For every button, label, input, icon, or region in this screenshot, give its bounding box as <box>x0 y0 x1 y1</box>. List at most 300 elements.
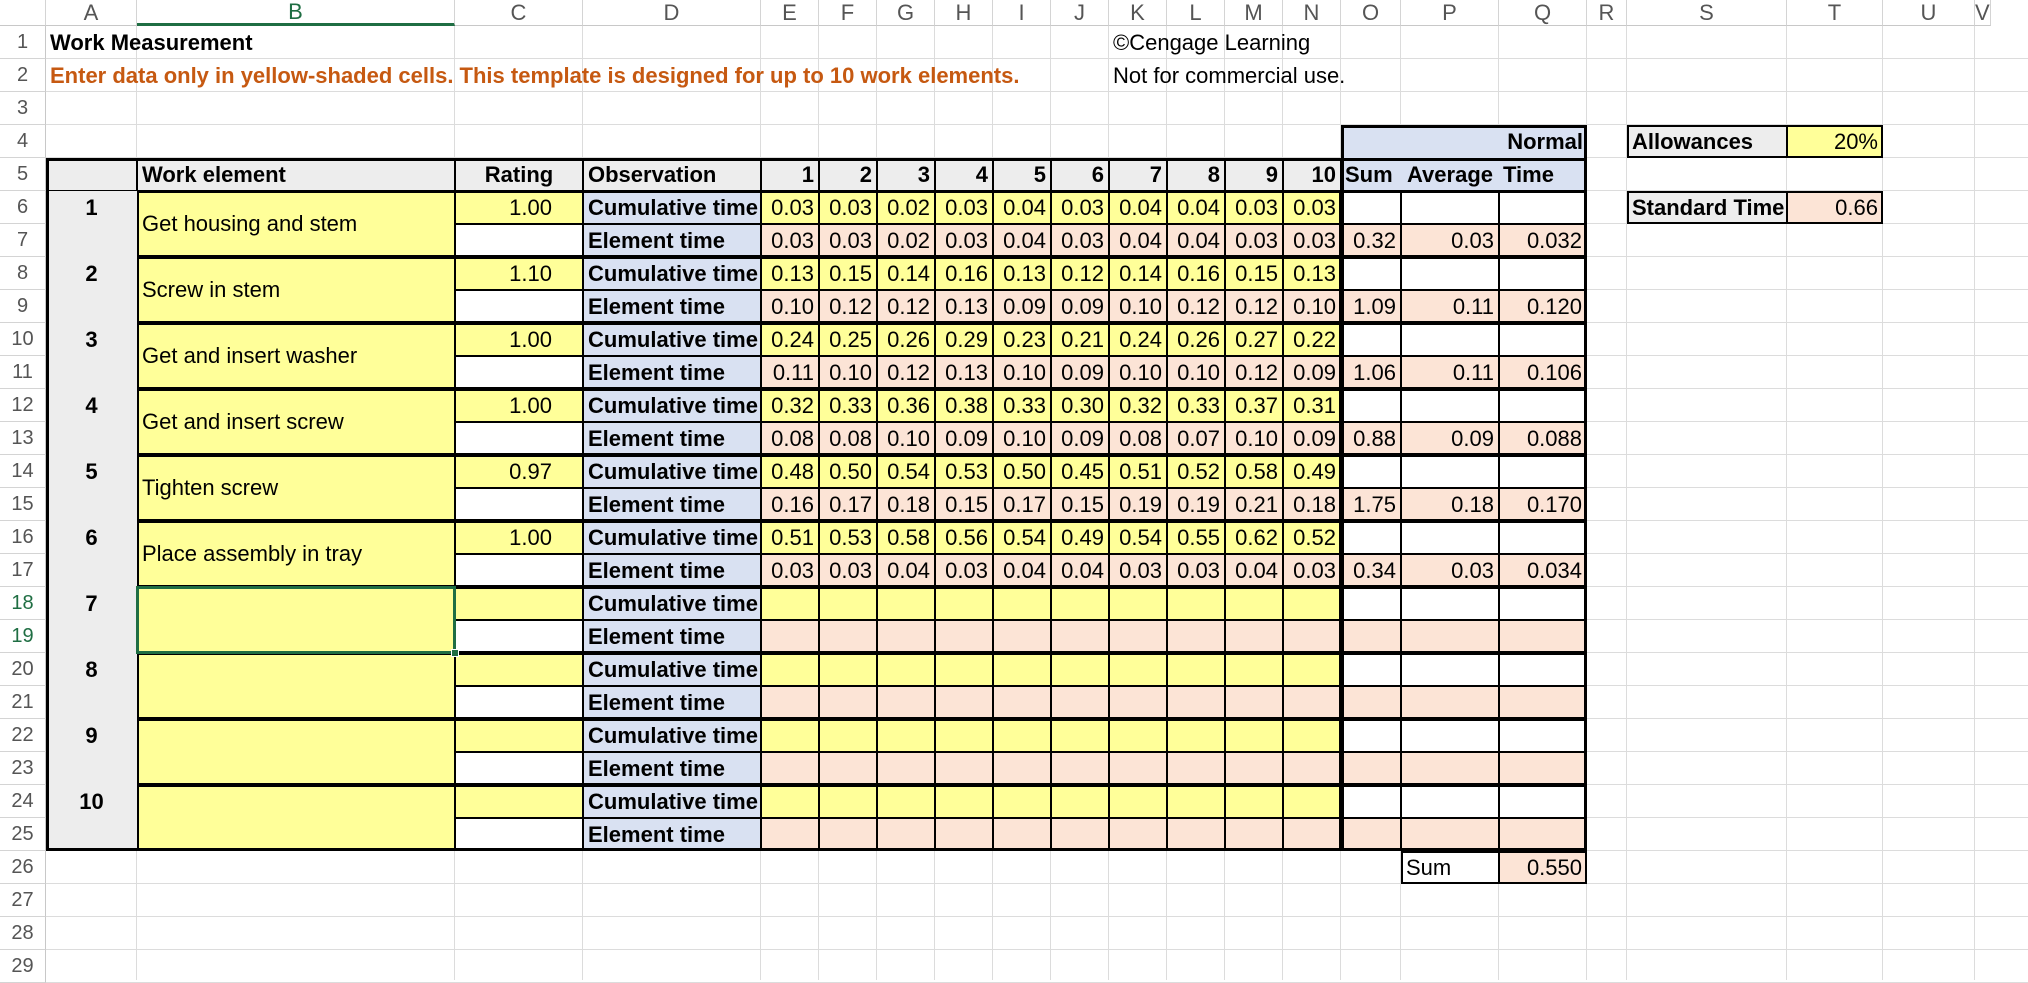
sum-blank <box>1341 389 1401 422</box>
cumulative-time-cell[interactable]: 0.13 <box>1283 257 1341 290</box>
cumulative-time-cell[interactable] <box>1283 785 1341 818</box>
element-time-cell <box>935 818 993 851</box>
element-time-cell: 0.04 <box>877 554 935 587</box>
cumulative-time-cell[interactable]: 0.51 <box>1109 455 1167 488</box>
column-header-r[interactable]: R <box>1587 0 1627 26</box>
rating-input[interactable] <box>455 785 583 818</box>
cumulative-time-cell[interactable]: 0.03 <box>1225 191 1283 224</box>
element-time-cell: 0.09 <box>1051 422 1109 455</box>
column-header-m[interactable]: M <box>1225 0 1283 26</box>
cumulative-time-cell[interactable]: 0.53 <box>819 521 877 554</box>
element-time-cell <box>993 818 1051 851</box>
element-normal-time <box>1499 752 1587 785</box>
element-average <box>1401 752 1499 785</box>
work-element-name[interactable] <box>137 785 455 851</box>
column-header-b[interactable]: B <box>137 0 455 26</box>
rating-blank <box>455 620 583 653</box>
thick-border <box>1627 125 1629 158</box>
column-header-h[interactable]: H <box>935 0 993 26</box>
thick-border <box>137 455 1341 457</box>
element-sum: 1.09 <box>1341 290 1401 323</box>
element-sum <box>1341 620 1401 653</box>
element-normal-time: 0.120 <box>1499 290 1587 323</box>
thick-border <box>1341 653 1587 655</box>
element-average: 0.11 <box>1401 356 1499 389</box>
rating-input[interactable]: 1.00 <box>455 521 583 554</box>
header-normal: Normal <box>1507 128 1583 154</box>
work-element-name[interactable]: Get housing and stem <box>137 191 455 257</box>
total-normal-time: 0.550 <box>1499 851 1587 884</box>
cumulative-time-cell[interactable] <box>1167 719 1225 752</box>
row-header-8[interactable]: 8 <box>0 257 46 290</box>
element-time-cell <box>761 620 819 653</box>
thick-border <box>137 455 139 521</box>
rating-input[interactable]: 1.00 <box>455 191 583 224</box>
cumulative-time-cell[interactable]: 0.30 <box>1051 389 1109 422</box>
cumulative-time-cell[interactable]: 0.36 <box>877 389 935 422</box>
column-header-o[interactable]: O <box>1341 0 1401 26</box>
sum-blank <box>1341 191 1401 224</box>
row-header-22[interactable]: 22 <box>0 719 46 752</box>
grid-line <box>0 949 2028 950</box>
cumulative-time-cell[interactable]: 0.02 <box>877 191 935 224</box>
avg-blank <box>1401 257 1499 290</box>
thick-border <box>137 389 1341 391</box>
cumulative-time-cell[interactable]: 0.50 <box>819 455 877 488</box>
cumulative-time-cell[interactable]: 0.33 <box>819 389 877 422</box>
element-time-cell: 0.12 <box>1167 290 1225 323</box>
element-number: 7 <box>46 587 137 653</box>
element-average <box>1401 686 1499 719</box>
element-time-cell <box>877 752 935 785</box>
cumulative-time-cell[interactable]: 0.15 <box>819 257 877 290</box>
cumulative-time-cell[interactable] <box>1167 653 1225 686</box>
row-header-24[interactable]: 24 <box>0 785 46 818</box>
element-time-label: Element time <box>583 422 761 455</box>
row-header-2[interactable]: 2 <box>0 59 46 92</box>
cumulative-time-label: Cumulative time <box>583 389 761 422</box>
rating-input[interactable]: 1.00 <box>455 323 583 356</box>
allowances-input[interactable]: 20% <box>1787 125 1883 158</box>
thick-border <box>1585 521 1587 587</box>
header-obs-2: 2 <box>819 158 877 191</box>
element-number: 2 <box>46 257 137 323</box>
element-average: 0.09 <box>1401 422 1499 455</box>
rating-input[interactable] <box>455 587 583 620</box>
cumulative-time-cell[interactable] <box>761 653 819 686</box>
selected-cell-outline <box>136 586 456 654</box>
cumulative-time-cell[interactable] <box>877 653 935 686</box>
header-work-element: Work element <box>137 158 455 191</box>
element-time-cell: 0.09 <box>993 290 1051 323</box>
cumulative-time-cell[interactable]: 0.62 <box>1225 521 1283 554</box>
work-element-name[interactable]: Get and insert screw <box>137 389 455 455</box>
thick-border <box>1627 191 1629 224</box>
column-header-e[interactable]: E <box>761 0 819 26</box>
element-time-cell <box>993 752 1051 785</box>
thick-border <box>1341 191 1343 257</box>
element-average: 0.18 <box>1401 488 1499 521</box>
grid-line <box>1974 0 1975 980</box>
cumulative-time-cell[interactable]: 0.50 <box>993 455 1051 488</box>
thick-border <box>1585 587 1587 653</box>
thick-border <box>1341 389 1343 455</box>
cumulative-time-cell[interactable] <box>761 719 819 752</box>
thick-border <box>137 257 139 323</box>
cumulative-time-cell[interactable]: 0.23 <box>993 323 1051 356</box>
column-header-d[interactable]: D <box>583 0 761 26</box>
element-time-cell <box>761 686 819 719</box>
cumulative-time-cell[interactable] <box>1051 653 1109 686</box>
cumulative-time-cell[interactable]: 0.14 <box>1109 257 1167 290</box>
row-header-20[interactable]: 20 <box>0 653 46 686</box>
element-time-cell: 0.10 <box>993 356 1051 389</box>
cumulative-time-cell[interactable]: 0.16 <box>935 257 993 290</box>
row-header-9[interactable]: 9 <box>0 290 46 323</box>
cumulative-time-cell[interactable]: 0.52 <box>1167 455 1225 488</box>
work-element-name[interactable]: Get and insert washer <box>137 323 455 389</box>
element-number: 5 <box>46 455 137 521</box>
element-time-cell <box>1109 620 1167 653</box>
cumulative-time-cell[interactable] <box>819 785 877 818</box>
row-header-21[interactable]: 21 <box>0 686 46 719</box>
row-header-4[interactable]: 4 <box>0 125 46 158</box>
cumulative-time-cell[interactable] <box>1225 719 1283 752</box>
cumulative-time-cell[interactable] <box>935 785 993 818</box>
cumulative-time-cell[interactable]: 0.49 <box>1051 521 1109 554</box>
cumulative-time-cell[interactable]: 0.54 <box>993 521 1051 554</box>
cumulative-time-cell[interactable]: 0.13 <box>993 257 1051 290</box>
cumulative-time-cell[interactable] <box>993 785 1051 818</box>
element-time-cell <box>877 620 935 653</box>
thick-border <box>1341 521 1343 587</box>
thick-border <box>1585 653 1587 719</box>
element-time-cell <box>1167 686 1225 719</box>
cumulative-time-label: Cumulative time <box>583 323 761 356</box>
element-time-cell: 0.10 <box>761 290 819 323</box>
rating-input[interactable]: 0.97 <box>455 455 583 488</box>
cumulative-time-cell[interactable] <box>1167 785 1225 818</box>
column-header-n[interactable]: N <box>1283 0 1341 26</box>
cumulative-time-cell[interactable]: 0.03 <box>935 191 993 224</box>
cumulative-time-cell[interactable] <box>1109 785 1167 818</box>
element-time-cell: 0.04 <box>993 224 1051 257</box>
column-header-a[interactable]: A <box>46 0 137 26</box>
row-header-6[interactable]: 6 <box>0 191 46 224</box>
cumulative-time-cell[interactable]: 0.58 <box>877 521 935 554</box>
cumulative-time-cell[interactable] <box>819 719 877 752</box>
cumulative-time-cell[interactable] <box>761 785 819 818</box>
cumulative-time-cell[interactable]: 0.12 <box>1051 257 1109 290</box>
element-time-cell: 0.09 <box>1051 356 1109 389</box>
cumulative-time-cell[interactable]: 0.22 <box>1283 323 1341 356</box>
column-header-v[interactable]: V <box>1975 0 1990 25</box>
row-header-1[interactable]: 1 <box>0 26 46 59</box>
select-all-corner[interactable] <box>0 0 46 26</box>
header-obs-8: 8 <box>1167 158 1225 191</box>
standard-time-value: 0.66 <box>1787 191 1883 224</box>
element-time-cell: 0.03 <box>761 554 819 587</box>
fill-handle[interactable] <box>451 649 459 657</box>
element-time-cell: 0.03 <box>1167 554 1225 587</box>
cumulative-time-cell[interactable]: 0.33 <box>993 389 1051 422</box>
header-obs-5: 5 <box>993 158 1051 191</box>
header-obs-10: 10 <box>1283 158 1341 191</box>
cumulative-time-cell[interactable]: 0.03 <box>819 191 877 224</box>
thick-border <box>137 653 139 719</box>
cumulative-time-cell[interactable]: 0.03 <box>1283 191 1341 224</box>
cumulative-time-cell[interactable]: 0.56 <box>935 521 993 554</box>
column-header-j[interactable]: J <box>1051 0 1109 26</box>
rating-input[interactable]: 1.10 <box>455 257 583 290</box>
row-header-5[interactable]: 5 <box>0 158 46 191</box>
element-time-cell: 0.04 <box>1109 224 1167 257</box>
cumulative-time-cell[interactable] <box>761 587 819 620</box>
avg-blank <box>1401 455 1499 488</box>
cumulative-time-cell[interactable]: 0.33 <box>1167 389 1225 422</box>
header-obs-1: 1 <box>761 158 819 191</box>
cumulative-time-cell[interactable]: 0.21 <box>1051 323 1109 356</box>
thick-border <box>1341 785 1587 787</box>
avg-blank <box>1401 521 1499 554</box>
element-time-cell: 0.18 <box>1283 488 1341 521</box>
row-header-19[interactable]: 19 <box>0 620 46 653</box>
element-number: 4 <box>46 389 137 455</box>
element-time-cell: 0.11 <box>761 356 819 389</box>
row-header-26[interactable]: 26 <box>0 851 46 884</box>
row-header-14[interactable]: 14 <box>0 455 46 488</box>
sum-blank <box>1341 455 1401 488</box>
cumulative-time-cell[interactable] <box>819 587 877 620</box>
row-header-10[interactable]: 10 <box>0 323 46 356</box>
rating-input[interactable] <box>455 653 583 686</box>
cumulative-time-cell[interactable]: 0.04 <box>993 191 1051 224</box>
cumulative-time-cell[interactable]: 0.58 <box>1225 455 1283 488</box>
row-header-7[interactable]: 7 <box>0 224 46 257</box>
element-time-cell: 0.10 <box>819 356 877 389</box>
element-time-label: Element time <box>583 356 761 389</box>
cumulative-time-cell[interactable] <box>993 587 1051 620</box>
cumulative-time-cell[interactable]: 0.51 <box>761 521 819 554</box>
cumulative-time-label: Cumulative time <box>583 653 761 686</box>
column-header-k[interactable]: K <box>1109 0 1167 26</box>
cumulative-time-cell[interactable]: 0.54 <box>1109 521 1167 554</box>
element-normal-time: 0.088 <box>1499 422 1587 455</box>
thick-border <box>1341 323 1343 389</box>
row-header-29[interactable]: 29 <box>0 950 46 983</box>
column-header-i[interactable]: I <box>993 0 1051 26</box>
cumulative-time-cell[interactable] <box>1109 719 1167 752</box>
element-sum: 0.32 <box>1341 224 1401 257</box>
cumulative-time-cell[interactable]: 0.24 <box>1109 323 1167 356</box>
normal-blank <box>1499 455 1587 488</box>
element-time-cell: 0.02 <box>877 224 935 257</box>
cumulative-time-cell[interactable] <box>1225 653 1283 686</box>
column-header-f[interactable]: F <box>819 0 877 26</box>
cumulative-time-cell[interactable]: 0.04 <box>1167 191 1225 224</box>
element-time-cell: 0.03 <box>1051 224 1109 257</box>
cumulative-time-label: Cumulative time <box>583 719 761 752</box>
cumulative-time-cell[interactable]: 0.53 <box>935 455 993 488</box>
normal-blank <box>1499 389 1587 422</box>
cumulative-time-cell[interactable] <box>935 653 993 686</box>
element-time-cell <box>1051 752 1109 785</box>
row-header-11[interactable]: 11 <box>0 356 46 389</box>
thick-border <box>1341 653 1343 719</box>
element-time-cell: 0.03 <box>761 224 819 257</box>
element-time-cell <box>819 818 877 851</box>
element-time-cell <box>1167 620 1225 653</box>
row-header-13[interactable]: 13 <box>0 422 46 455</box>
column-header-p[interactable]: P <box>1401 0 1499 26</box>
row-header-28[interactable]: 28 <box>0 917 46 950</box>
cumulative-time-cell[interactable] <box>1283 719 1341 752</box>
element-time-cell: 0.19 <box>1167 488 1225 521</box>
header-obs-7: 7 <box>1109 158 1167 191</box>
rating-input[interactable]: 1.00 <box>455 389 583 422</box>
thick-border <box>1585 455 1587 521</box>
thick-border <box>1341 521 1587 523</box>
thick-border <box>1341 389 1587 391</box>
column-header-c[interactable]: C <box>455 0 583 26</box>
row-header-17[interactable]: 17 <box>0 554 46 587</box>
work-element-name[interactable] <box>137 719 455 785</box>
cumulative-time-cell[interactable]: 0.32 <box>761 389 819 422</box>
normal-blank <box>1499 323 1587 356</box>
thick-border <box>137 521 1341 523</box>
thick-border <box>1341 257 1343 323</box>
thick-border <box>1585 851 1587 884</box>
thick-border <box>1341 455 1587 457</box>
cumulative-time-cell[interactable] <box>1283 653 1341 686</box>
avg-blank <box>1401 587 1499 620</box>
avg-blank <box>1401 785 1499 818</box>
work-element-name[interactable] <box>137 653 455 719</box>
column-header-s[interactable]: S <box>1627 0 1787 26</box>
cumulative-time-cell[interactable] <box>877 785 935 818</box>
work-element-name[interactable]: Place assembly in tray <box>137 521 455 587</box>
cumulative-time-cell[interactable]: 0.29 <box>935 323 993 356</box>
column-header-l[interactable]: L <box>1167 0 1225 26</box>
column-header-q[interactable]: Q <box>1499 0 1587 26</box>
column-header-g[interactable]: G <box>877 0 935 26</box>
row-header-25[interactable]: 25 <box>0 818 46 851</box>
cumulative-time-cell[interactable]: 0.04 <box>1109 191 1167 224</box>
cumulative-time-cell[interactable]: 0.38 <box>935 389 993 422</box>
thick-border <box>137 521 139 587</box>
element-time-cell <box>1225 818 1283 851</box>
cumulative-time-cell[interactable]: 0.03 <box>1051 191 1109 224</box>
cumulative-time-cell[interactable]: 0.16 <box>1167 257 1225 290</box>
element-time-label: Element time <box>583 488 761 521</box>
element-time-cell: 0.04 <box>1051 554 1109 587</box>
cumulative-time-cell[interactable] <box>1051 785 1109 818</box>
cumulative-time-cell[interactable]: 0.24 <box>761 323 819 356</box>
cumulative-time-cell[interactable]: 0.13 <box>761 257 819 290</box>
cumulative-time-cell[interactable]: 0.03 <box>761 191 819 224</box>
element-time-cell: 0.21 <box>1225 488 1283 521</box>
row-header-3[interactable]: 3 <box>0 92 46 125</box>
cumulative-time-cell[interactable] <box>1109 653 1167 686</box>
cumulative-time-cell[interactable]: 0.45 <box>1051 455 1109 488</box>
cumulative-time-cell[interactable]: 0.52 <box>1283 521 1341 554</box>
cumulative-time-cell[interactable] <box>993 719 1051 752</box>
sum-blank <box>1341 521 1401 554</box>
avg-blank <box>1401 719 1499 752</box>
element-time-cell <box>877 818 935 851</box>
avg-blank <box>1401 389 1499 422</box>
cumulative-time-cell[interactable]: 0.27 <box>1225 323 1283 356</box>
element-average: 0.03 <box>1401 224 1499 257</box>
column-header-t[interactable]: T <box>1787 0 1883 26</box>
cumulative-time-cell[interactable] <box>1225 785 1283 818</box>
cumulative-time-cell[interactable] <box>1225 587 1283 620</box>
cumulative-time-cell[interactable] <box>1051 719 1109 752</box>
element-time-cell <box>877 686 935 719</box>
cumulative-time-cell[interactable]: 0.55 <box>1167 521 1225 554</box>
element-sum: 1.75 <box>1341 488 1401 521</box>
element-time-cell: 0.08 <box>761 422 819 455</box>
element-time-cell: 0.10 <box>993 422 1051 455</box>
work-element-name[interactable]: Screw in stem <box>137 257 455 323</box>
cumulative-time-cell[interactable]: 0.48 <box>761 455 819 488</box>
work-element-name[interactable]: Tighten screw <box>137 455 455 521</box>
cumulative-time-cell[interactable] <box>993 653 1051 686</box>
cumulative-time-cell[interactable] <box>877 719 935 752</box>
element-number: 3 <box>46 323 137 389</box>
cumulative-time-cell[interactable] <box>819 653 877 686</box>
row-header-12[interactable]: 12 <box>0 389 46 422</box>
cumulative-time-cell[interactable]: 0.54 <box>877 455 935 488</box>
cumulative-time-cell[interactable]: 0.31 <box>1283 389 1341 422</box>
cumulative-time-cell[interactable]: 0.25 <box>819 323 877 356</box>
cumulative-time-cell[interactable] <box>1051 587 1109 620</box>
cumulative-time-cell[interactable]: 0.26 <box>877 323 935 356</box>
cumulative-time-cell[interactable]: 0.37 <box>1225 389 1283 422</box>
row-header-15[interactable]: 15 <box>0 488 46 521</box>
cumulative-time-cell[interactable] <box>935 587 993 620</box>
thick-border <box>1881 125 1883 158</box>
cumulative-time-cell[interactable]: 0.49 <box>1283 455 1341 488</box>
rating-blank <box>455 422 583 455</box>
thick-border <box>137 719 139 785</box>
row-header-23[interactable]: 23 <box>0 752 46 785</box>
cumulative-time-cell[interactable] <box>877 587 935 620</box>
element-normal-time: 0.170 <box>1499 488 1587 521</box>
column-header-u[interactable]: U <box>1883 0 1975 26</box>
cumulative-time-cell[interactable] <box>935 719 993 752</box>
thick-border <box>1401 882 1587 884</box>
standard-time-label: Standard Time <box>1627 191 1787 224</box>
element-time-cell: 0.10 <box>877 422 935 455</box>
row-header-18[interactable]: 18 <box>0 587 46 620</box>
element-time-cell <box>761 752 819 785</box>
thick-border <box>46 158 49 851</box>
element-average <box>1401 620 1499 653</box>
rating-input[interactable] <box>455 719 583 752</box>
row-header-16[interactable]: 16 <box>0 521 46 554</box>
cumulative-time-cell[interactable] <box>1109 587 1167 620</box>
element-time-cell: 0.09 <box>1051 290 1109 323</box>
row-header-27[interactable]: 27 <box>0 884 46 917</box>
rating-blank <box>455 224 583 257</box>
cumulative-time-cell[interactable] <box>1167 587 1225 620</box>
cumulative-time-cell[interactable]: 0.26 <box>1167 323 1225 356</box>
cumulative-time-cell[interactable]: 0.15 <box>1225 257 1283 290</box>
cumulative-time-cell[interactable] <box>1283 587 1341 620</box>
cumulative-time-cell[interactable]: 0.14 <box>877 257 935 290</box>
cumulative-time-cell[interactable]: 0.32 <box>1109 389 1167 422</box>
